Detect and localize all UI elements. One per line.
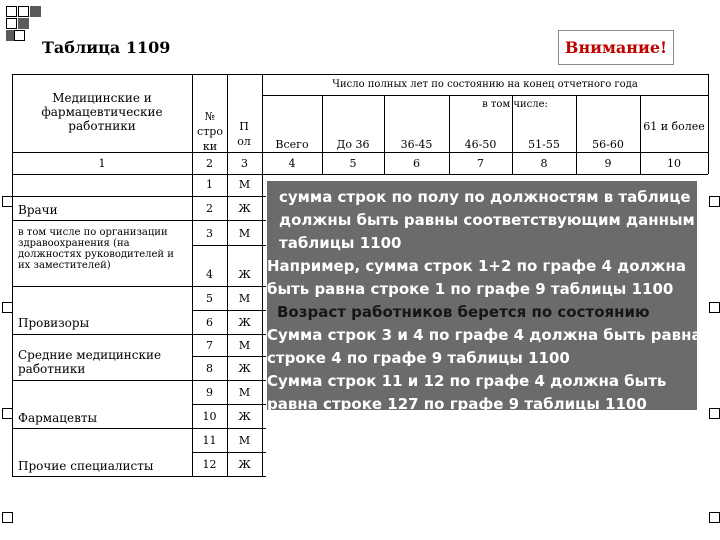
row-number: 7 [206,339,213,352]
row-number: 4 [206,268,213,281]
note-3: Возраст работников берется по состоянию [277,303,650,321]
row-number: 9 [206,386,213,399]
col-number: 2 [206,157,213,170]
row-number: 1 [206,178,213,191]
header-age-col-1: До 36 [336,138,370,151]
row-sex: М [238,434,251,447]
note-2: Например, сумма строк 1+2 по графе 4 должна быть равна строке 1 по графе 9 таблицы 1100 [267,257,686,298]
col-number: 3 [241,157,248,170]
row-label-doctors: Врачи [18,203,58,217]
notes-text [267,186,707,416]
row-sex: Ж [238,316,251,329]
row-sex: М [238,339,251,352]
row-number: 10 [202,410,217,423]
row-label-pharmacists: Провизоры [18,316,90,330]
col-number: 6 [413,157,420,170]
row-sex: М [238,386,251,399]
header-age-col-2: 36-45 [400,138,433,151]
col-number: 4 [288,157,296,170]
row-label-other: Прочие специалисты [18,459,154,473]
header-including: в том числе: [482,99,548,110]
row-number: 11 [202,434,217,447]
header-age-col-6: 61 и более [643,120,705,133]
note-4: Сумма строк 3 и 4 по графе 4 должна быть равна строке 4 по графе 9 таблицы 1100 [267,326,702,367]
header-sex: П ол [237,120,251,148]
header-row-no: № стро ки [197,110,223,153]
row-sex: М [238,292,251,305]
col-number: 8 [540,157,548,170]
header-age-col-3: 46-50 [464,138,497,151]
note-5: Сумма строк 11 и 12 по графе 4 должна быть равна строке 127 по графе 9 таблицы 1100 [267,372,667,413]
row-number: 8 [206,362,213,375]
row-sex: М [238,227,251,240]
row-number: 2 [206,202,213,215]
attention-callout: Внимание! [558,30,674,65]
header-age-group: Число полных лет по состоянию на конец отчетного года [332,79,638,90]
row-number: 12 [202,458,217,471]
col-number: 5 [349,157,357,170]
row-sex: Ж [238,458,251,471]
note-1: сумма строк по полу по должностям в таблице должны быть равны соответствующим данным таблицы 1100 [279,188,695,252]
row-label-pharmacy-techs: Фармацевты [18,411,98,425]
header-total: Всего [275,138,309,151]
col-number: 9 [604,157,612,170]
col-number: 7 [477,157,484,170]
header-category: Медицинские и фармацевтические работники [41,91,163,133]
row-number: 6 [206,316,213,329]
row-sex: М [238,178,251,191]
row-number: 5 [206,292,213,305]
page-title: Таблица 1109 [42,38,171,57]
row-label-managers: в том числе по организации здравоохранения (на должностях руководителей и их заместителей) [18,227,174,271]
row-label-nurses: Средние медицинские работники [18,348,162,376]
row-sex: Ж [238,268,251,281]
row-sex: Ж [238,202,251,215]
row-number: 3 [206,227,213,240]
header-age-col-5: 56-60 [592,138,624,151]
col-number: 1 [98,157,106,170]
row-sex: Ж [238,410,251,423]
header-age-col-4: 51-55 [528,138,560,151]
col-number: 10 [667,157,681,170]
row-sex: Ж [238,362,251,375]
